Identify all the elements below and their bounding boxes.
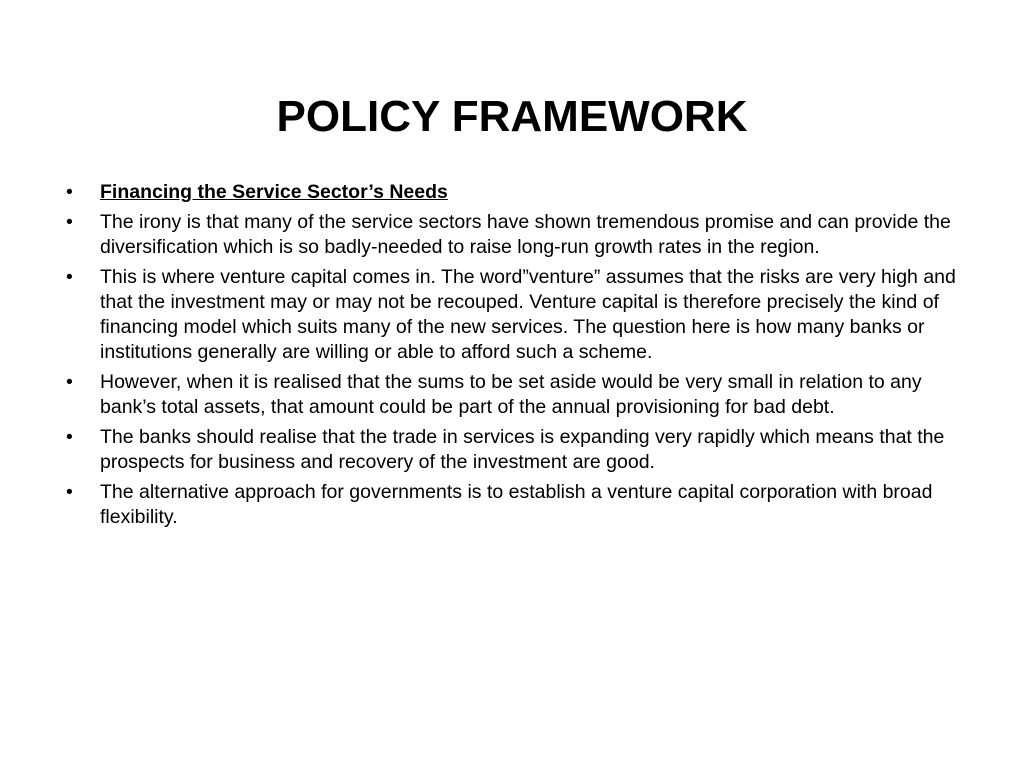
bullet-text: The banks should realise that the trade in services is expanding very rapidly which means that the prospects for business and recovery of the investment are good.: [100, 426, 945, 473]
bullet-item: [66, 370, 966, 420]
bullet-list: [66, 180, 966, 535]
bullet-icon: •: [66, 481, 73, 503]
bullet-icon: •: [66, 266, 73, 288]
bullet-item: [66, 480, 966, 530]
bullet-item: [66, 425, 966, 475]
bullet-item-heading: [66, 180, 966, 205]
bullet-text: The alternative approach for governments is to establish a venture capital corporation with broad flexibility.: [100, 481, 933, 528]
bullet-text: However, when it is realised that the sums to be set aside would be very small in relation to any bank’s total assets, that amount could be part of the annual provisioning for bad debt.: [100, 371, 922, 418]
bullet-text: This is where venture capital comes in. The word”venture” assumes that the risks are very high and that the investment may or may not be recouped. Venture capital is therefore precisely the kind of financing model which suits many of the new services. The question here is how many banks or institutions generally are willing or able to afford such a scheme.: [100, 266, 956, 363]
bullet-text: The irony is that many of the service sectors have shown tremendous promise and can provide the diversification which is so badly-needed to raise long-run growth rates in the region.: [100, 211, 951, 258]
bullet-item: [66, 210, 966, 260]
bullet-icon: •: [66, 181, 73, 203]
bullet-icon: •: [66, 371, 73, 393]
bullet-icon: •: [66, 211, 73, 233]
bullet-icon: •: [66, 426, 73, 448]
section-heading: Financing the Service Sector’s Needs: [100, 181, 448, 203]
slide-title: POLICY FRAMEWORK: [276, 92, 748, 142]
bullet-item: [66, 265, 966, 365]
